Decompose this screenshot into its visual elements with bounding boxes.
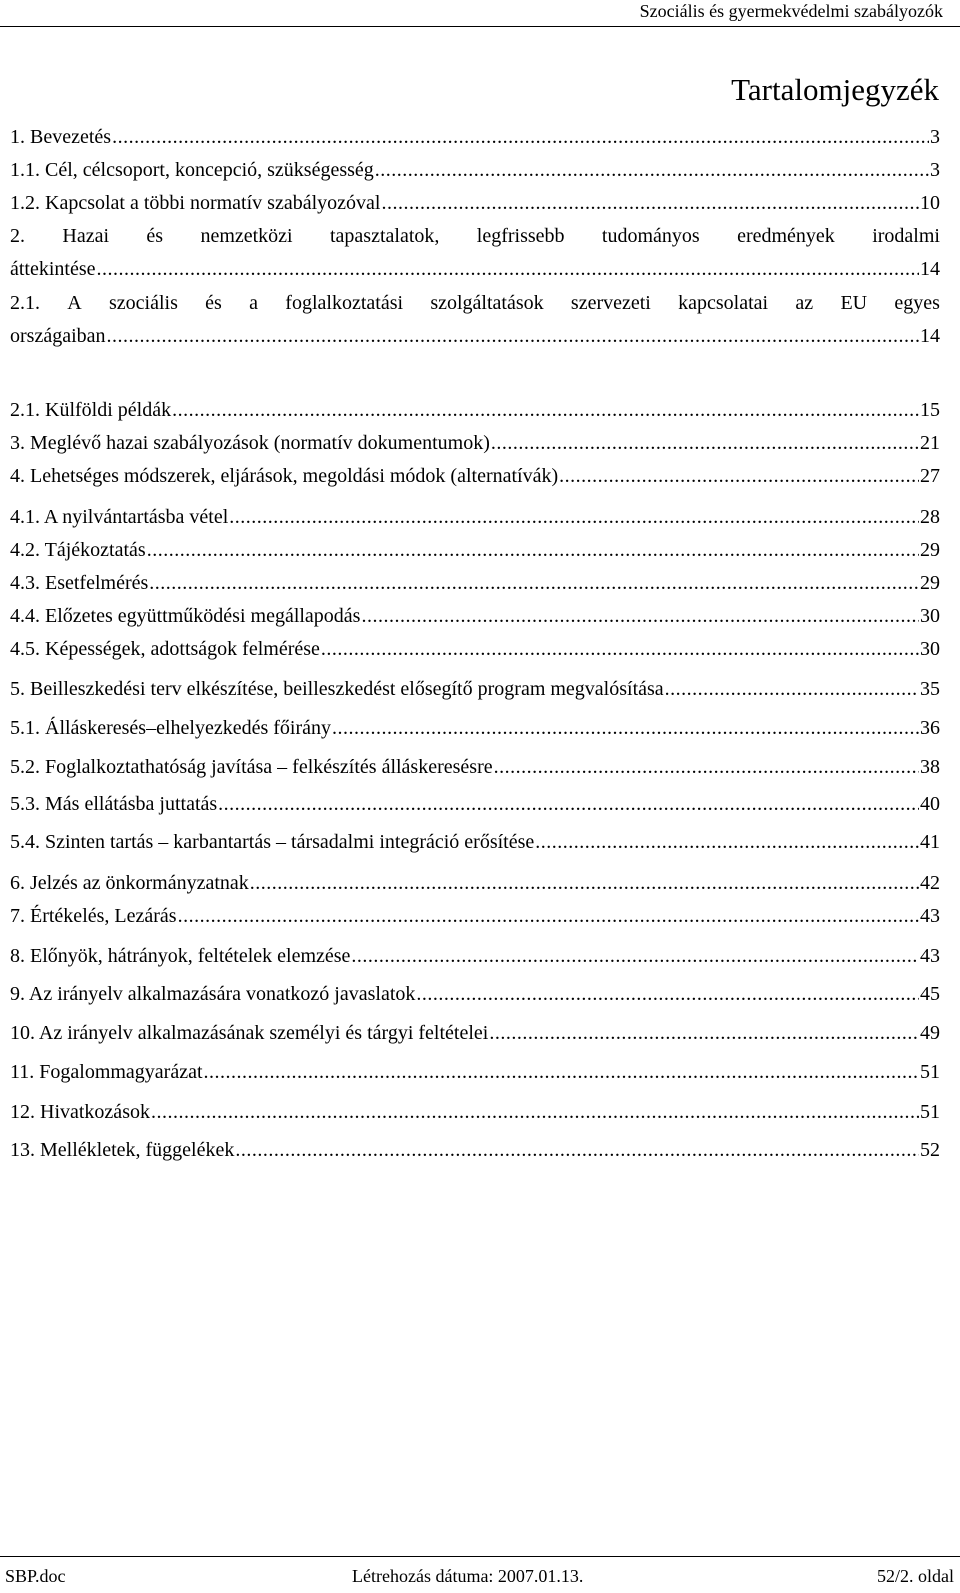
toc-entry-label: 7. Értékelés, Lezárás bbox=[10, 905, 177, 927]
toc-entry-page: 43 bbox=[920, 945, 940, 967]
toc-entry[interactable] bbox=[10, 463, 940, 489]
toc-entry-label: 1.2. Kapcsolat a többi normatív szabályozóval bbox=[10, 192, 381, 214]
toc-entry[interactable] bbox=[10, 754, 940, 780]
toc-entry-label: 5.2. Foglalkoztathatóság javítása – felkészítés álláskeresésre bbox=[10, 756, 493, 778]
toc-word: egyes bbox=[894, 292, 940, 314]
toc-dot-leader bbox=[491, 430, 919, 456]
toc-entry-label: 1. Bevezetés bbox=[10, 126, 112, 148]
toc-entry-label: 6. Jelzés az önkormányzatnak bbox=[10, 872, 249, 894]
toc-entry-page: 14 bbox=[920, 325, 940, 347]
toc-entry[interactable] bbox=[10, 190, 940, 216]
footer-created-date: Létrehozás dátuma: 2007.01.13. bbox=[352, 1566, 584, 1586]
toc-entry[interactable] bbox=[10, 570, 940, 596]
toc-entry[interactable] bbox=[10, 504, 940, 530]
toc-dot-leader bbox=[149, 570, 919, 596]
toc-entry[interactable] bbox=[10, 430, 940, 456]
toc-word: tapasztalatok, bbox=[330, 225, 440, 247]
toc-entry-page: 38 bbox=[920, 756, 940, 778]
toc-dot-leader bbox=[381, 190, 919, 216]
toc-entry-page: 10 bbox=[920, 192, 940, 214]
toc-entry[interactable] bbox=[10, 870, 940, 896]
toc-entry[interactable] bbox=[10, 1059, 940, 1085]
toc-dot-leader bbox=[218, 791, 919, 817]
toc-entry-page: 40 bbox=[920, 793, 940, 815]
toc-dot-leader bbox=[361, 603, 919, 629]
toc-entry-page: 14 bbox=[920, 258, 940, 280]
toc-entry-label: 5.1. Álláskeresés–elhelyezkedés főirány bbox=[10, 717, 331, 739]
toc-word: EU bbox=[840, 292, 868, 314]
toc-word: A bbox=[67, 292, 82, 314]
toc-entry-page: 49 bbox=[920, 1022, 940, 1044]
toc-entry[interactable] bbox=[10, 791, 940, 817]
toc-entry[interactable] bbox=[10, 603, 940, 629]
toc-entry-page: 52 bbox=[920, 1139, 940, 1161]
toc-word: irodalmi bbox=[872, 225, 940, 247]
toc-entry[interactable] bbox=[10, 157, 940, 183]
toc-entry-line1 bbox=[10, 223, 940, 249]
toc-dot-leader bbox=[172, 397, 919, 423]
toc-entry-label: országaiban bbox=[10, 325, 106, 347]
toc-entry-page: 29 bbox=[920, 572, 940, 594]
toc-entry-page: 3 bbox=[930, 159, 940, 181]
toc-word: 2.1. bbox=[10, 292, 40, 314]
toc-dot-leader bbox=[250, 870, 919, 896]
footer-filename: SBP.doc bbox=[5, 1566, 66, 1586]
toc-entry-label: 4.4. Előzetes együttműködési megállapodás bbox=[10, 605, 361, 627]
toc-word: foglalkoztatási bbox=[285, 292, 404, 314]
toc-word: szervezeti bbox=[570, 292, 651, 314]
toc-entry[interactable] bbox=[10, 1020, 940, 1046]
toc-word: kapcsolatai bbox=[678, 292, 769, 314]
toc-dot-leader bbox=[112, 124, 929, 150]
toc-dot-leader bbox=[665, 676, 919, 702]
toc-word: az bbox=[795, 292, 814, 314]
toc-dot-leader bbox=[229, 504, 919, 530]
toc-entry-page: 51 bbox=[920, 1061, 940, 1083]
toc-entry[interactable] bbox=[10, 636, 940, 662]
toc-entry-page: 28 bbox=[920, 506, 940, 528]
toc-entry-label: 4.3. Esetfelmérés bbox=[10, 572, 149, 594]
toc-entry-page: 3 bbox=[930, 126, 940, 148]
toc-word: és bbox=[146, 225, 164, 247]
toc-entry[interactable] bbox=[10, 124, 940, 150]
toc-entry-label: 4.1. A nyilvántartásba vétel bbox=[10, 506, 229, 528]
toc-word: és bbox=[205, 292, 222, 314]
toc-dot-leader bbox=[204, 1059, 919, 1085]
toc-entry-label: 3. Meglévő hazai szabályozások (normatív dokumentumok) bbox=[10, 432, 490, 454]
toc-entry-page: 30 bbox=[920, 638, 940, 660]
toc-entry-line1 bbox=[10, 290, 940, 316]
toc-dot-leader bbox=[97, 256, 919, 282]
header-rule bbox=[0, 26, 960, 27]
header-title: Szociális és gyermekvédelmi szabályozók bbox=[639, 1, 943, 21]
toc-word: tudományos bbox=[601, 225, 700, 247]
toc-entry-page: 43 bbox=[920, 905, 940, 927]
toc-dot-leader bbox=[147, 537, 919, 563]
toc-word: Hazai bbox=[62, 225, 110, 247]
toc-entry[interactable] bbox=[10, 676, 940, 702]
toc-entry-label: 12. Hivatkozások bbox=[10, 1101, 150, 1123]
toc-entry-label: 4.5. Képességek, adottságok felmérése bbox=[10, 638, 320, 660]
toc-entry-label: 8. Előnyök, hátrányok, feltételek elemzése bbox=[10, 945, 351, 967]
toc-entry-label: 5.4. Szinten tartás – karbantartás – társadalmi integráció erősítése bbox=[10, 831, 535, 853]
toc-entry-label: 11. Fogalommagyarázat bbox=[10, 1061, 203, 1083]
toc-dot-leader bbox=[416, 981, 919, 1007]
toc-word: eredmények bbox=[737, 225, 835, 247]
toc-entry-page: 45 bbox=[920, 983, 940, 1005]
toc-dot-leader bbox=[107, 323, 919, 349]
toc-entry-label: 2.1. Külföldi példák bbox=[10, 399, 172, 421]
toc-dot-leader bbox=[151, 1099, 919, 1125]
toc-entry[interactable] bbox=[10, 715, 940, 741]
toc-entry-page: 21 bbox=[920, 432, 940, 454]
page-header bbox=[0, 0, 960, 26]
toc-word: legfrissebb bbox=[476, 225, 565, 247]
toc-entry-page: 30 bbox=[920, 605, 940, 627]
toc-entry-page: 15 bbox=[920, 399, 940, 421]
toc-entry-label: 4. Lehetséges módszerek, eljárások, megoldási módok (alternatívák) bbox=[10, 465, 559, 487]
toc-word: a bbox=[249, 292, 259, 314]
toc-dot-leader bbox=[321, 636, 919, 662]
toc-entry-page: 42 bbox=[920, 872, 940, 894]
toc-dot-leader bbox=[559, 463, 919, 489]
toc-title: Tartalomjegyzék bbox=[731, 72, 939, 107]
toc-entry-label: 5. Beilleszkedési terv elkészítése, beilleszkedést elősegítő program megvalósítása bbox=[10, 678, 664, 700]
toc-entry[interactable] bbox=[10, 943, 940, 969]
toc-entry-page: 36 bbox=[920, 717, 940, 739]
toc-entry-page: 41 bbox=[920, 831, 940, 853]
toc-entry-label: 13. Mellékletek, függelékek bbox=[10, 1139, 235, 1161]
toc-dot-leader bbox=[494, 754, 919, 780]
toc-entry-label: 1.1. Cél, célcsoport, koncepció, szükségesség bbox=[10, 159, 374, 181]
toc-word: 2. bbox=[10, 225, 25, 247]
toc-dot-leader bbox=[178, 903, 919, 929]
toc-word: szociális bbox=[109, 292, 178, 314]
footer-rule bbox=[0, 1556, 960, 1557]
toc-entry[interactable] bbox=[10, 323, 940, 349]
toc-entry-label: 9. Az irányelv alkalmazására vonatkozó javaslatok bbox=[10, 983, 416, 1005]
toc-entry[interactable] bbox=[10, 829, 940, 855]
toc-dot-leader bbox=[535, 829, 919, 855]
toc-entry[interactable] bbox=[10, 537, 940, 563]
toc-entry-label: áttekintése bbox=[10, 258, 96, 280]
toc-word: nemzetközi bbox=[200, 225, 293, 247]
toc-entry-page: 29 bbox=[920, 539, 940, 561]
toc-entry[interactable] bbox=[10, 903, 940, 929]
toc-entry-page: 27 bbox=[920, 465, 940, 487]
toc-entry[interactable] bbox=[10, 397, 940, 423]
toc-dot-leader bbox=[351, 943, 919, 969]
toc-entry-label: 10. Az irányelv alkalmazásának személyi és tárgyi feltételei bbox=[10, 1022, 489, 1044]
toc-entry-label: 4.2. Tájékoztatás bbox=[10, 539, 146, 561]
toc-word: szolgáltatások bbox=[430, 292, 544, 314]
toc-entry[interactable] bbox=[10, 1137, 940, 1163]
toc-entry[interactable] bbox=[10, 1099, 940, 1125]
toc-entry[interactable] bbox=[10, 981, 940, 1007]
toc-entry-page: 35 bbox=[920, 678, 940, 700]
toc-dot-leader bbox=[332, 715, 919, 741]
toc-entry-page: 51 bbox=[920, 1101, 940, 1123]
footer-page-number: 52/2. oldal bbox=[877, 1566, 954, 1586]
toc-dot-leader bbox=[235, 1137, 919, 1163]
toc-dot-leader bbox=[375, 157, 929, 183]
toc-dot-leader bbox=[489, 1020, 919, 1046]
toc-entry[interactable] bbox=[10, 256, 940, 282]
toc-entry-label: 5.3. Más ellátásba juttatás bbox=[10, 793, 218, 815]
